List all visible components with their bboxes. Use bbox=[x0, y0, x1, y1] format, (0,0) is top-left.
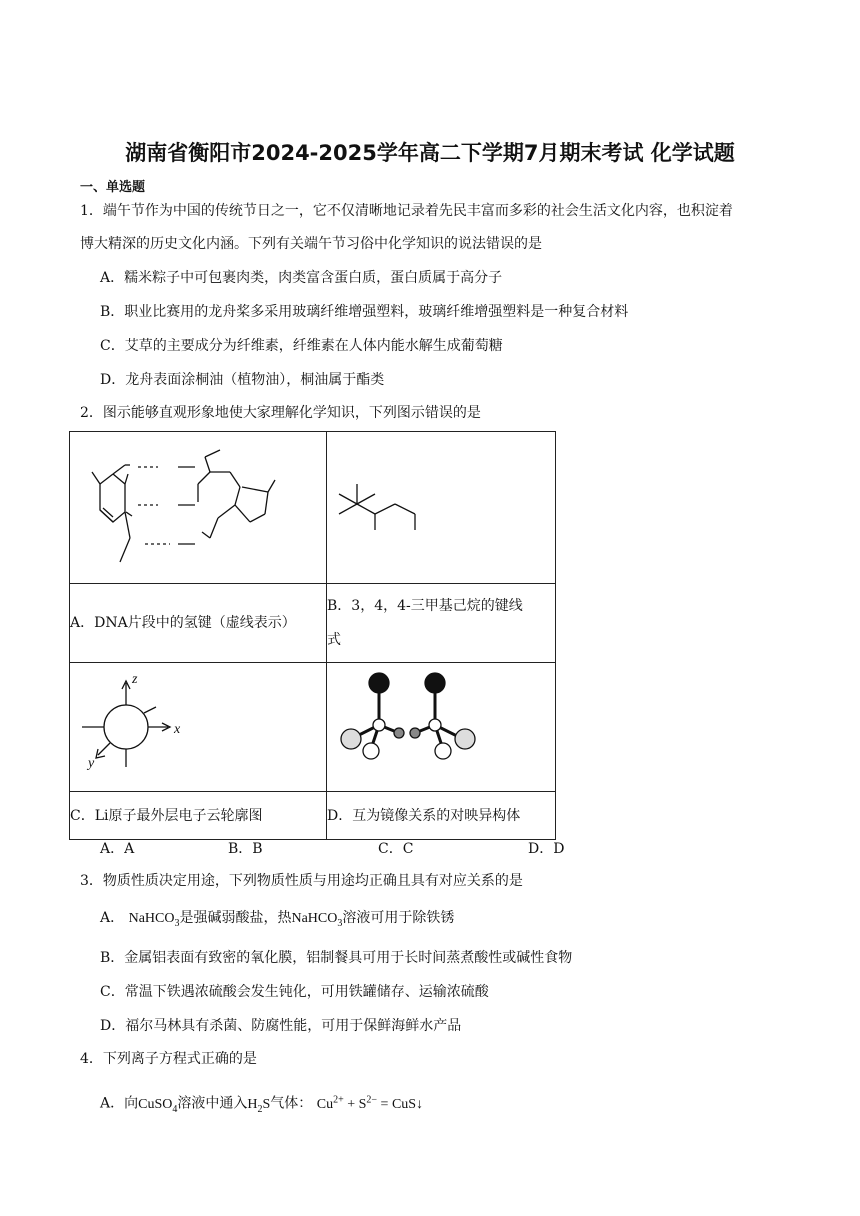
formula-h2s-sub: 2 bbox=[257, 1103, 263, 1115]
q1-option-a: A．糯米粽子中可包裹肉类，肉类富含蛋白质，蛋白质属于高分子 bbox=[100, 270, 503, 286]
q2-choice-d: D．D bbox=[528, 841, 565, 857]
cell-enantiomer-figure bbox=[327, 663, 556, 792]
enantiomer-models bbox=[327, 663, 555, 787]
q3-option-c: C．常温下铁遇浓硫酸会发生钝化，可用铁罐储存、运输浓硫酸 bbox=[100, 984, 489, 1000]
q2-stem: 2．图示能够直观形象地使大家理解化学知识，下列图示错误的是 bbox=[80, 405, 481, 421]
q3-stem: 3．物质性质决定用途，下列物质性质与用途均正确且具有对应关系的是 bbox=[80, 873, 523, 889]
cell-skeletal-figure bbox=[327, 432, 556, 584]
caption-d: D．互为镜像关系的对映异构体 bbox=[327, 792, 556, 840]
formula-nahco3-1 bbox=[128, 911, 180, 929]
eq-cu: Cu bbox=[316, 1096, 334, 1112]
formula-h2s-s: S bbox=[262, 1096, 271, 1112]
q4-a-mid: 溶液中通入 bbox=[177, 1095, 248, 1112]
q1-option-d: D．龙舟表面涂桐油（植物油），桐油属于酯类 bbox=[100, 372, 385, 388]
caption-c: C．Li原子最外层电子云轮廓图 bbox=[70, 792, 327, 840]
section-heading: 一、单选题 bbox=[80, 180, 146, 195]
q3-option-d: D．福尔马林具有杀菌、防腐性能，可用于保鲜海鲜水产品 bbox=[100, 1018, 462, 1034]
q3-option-a bbox=[100, 908, 780, 934]
q3-a-prefix: A． bbox=[100, 910, 125, 926]
q4-option-a bbox=[100, 1090, 780, 1119]
formula-cuso4-base: CuSO bbox=[138, 1096, 173, 1112]
eq-s: + S bbox=[343, 1096, 367, 1112]
caption-b bbox=[327, 584, 556, 663]
cell-orbital-figure bbox=[70, 663, 327, 792]
q2-choice-b: B．B bbox=[228, 841, 263, 857]
formula-nahco3-1-sub: 3 bbox=[174, 917, 180, 929]
q1-option-b: B．职业比赛用的龙舟桨多采用玻璃纤维增强塑料，玻璃纤维增强塑料是一种复合材料 bbox=[100, 304, 629, 320]
axis-z: z bbox=[132, 672, 138, 687]
q3-option-b: B．金属铝表面有致密的氧化膜，铝制餐具可用于长时间蒸煮酸性或碱性食物 bbox=[100, 950, 573, 966]
formula-h2s-h: H bbox=[247, 1096, 258, 1112]
orbital-diagram bbox=[70, 663, 326, 787]
axis-y: y bbox=[88, 756, 95, 771]
q1-stem-line2: 博大精深的历史文化内涵。下列有关端午节习俗中化学知识的说法错误的是 bbox=[80, 236, 542, 252]
dna-hbond-diagram bbox=[70, 432, 326, 579]
q2-figure-table bbox=[69, 431, 556, 840]
formula-nahco3-2 bbox=[291, 911, 343, 929]
caption-a: A．DNA片段中的氢键（虚线表示） bbox=[70, 584, 327, 663]
ionic-equation bbox=[316, 1094, 424, 1112]
axis-x: x bbox=[174, 722, 181, 737]
formula-nahco3-2-sub: 3 bbox=[337, 917, 343, 929]
eq-product: = CuS↓ bbox=[377, 1096, 424, 1112]
skeletal-formula bbox=[327, 432, 555, 579]
q1-stem-line1: 1．端午节作为中国的传统节日之一，它不仅清晰地记录着先民丰富而多彩的社会生活文化内容，也积淀着 bbox=[80, 203, 733, 219]
q4-a-mid2: 气体： bbox=[270, 1095, 313, 1112]
page-title: 湖南省衡阳市2024-2025学年高二下学期7月期末考试 化学试题 bbox=[125, 141, 735, 165]
formula-nahco3-2-base: NaHCO bbox=[291, 911, 338, 926]
formula-cuso4-sub: 4 bbox=[172, 1103, 178, 1115]
q4-a-prefix: A．向 bbox=[100, 1095, 139, 1112]
caption-b-line1: B．3，4，4-三甲基己烷的键线 bbox=[327, 598, 523, 614]
q3-a-post: 溶液可用于除铁锈 bbox=[342, 910, 455, 926]
caption-b-line2: 式 bbox=[327, 632, 341, 648]
formula-nahco3-1-base: NaHCO bbox=[128, 911, 175, 926]
eq-cu-charge: 2+ bbox=[333, 1094, 344, 1105]
eq-s-charge: 2− bbox=[366, 1094, 378, 1105]
q4-stem: 4．下列离子方程式正确的是 bbox=[80, 1051, 257, 1067]
cell-dna-figure bbox=[70, 432, 327, 584]
formula-cuso4 bbox=[138, 1096, 178, 1115]
q3-a-mid: 是强碱弱酸盐，热 bbox=[179, 910, 292, 926]
formula-h2s bbox=[247, 1096, 271, 1115]
q1-option-c: C．艾草的主要成分为纤维素，纤维素在人体内能水解生成葡萄糖 bbox=[100, 338, 503, 354]
q2-choice-c: C．C bbox=[378, 841, 414, 857]
q2-choice-a: A．A bbox=[100, 841, 135, 857]
